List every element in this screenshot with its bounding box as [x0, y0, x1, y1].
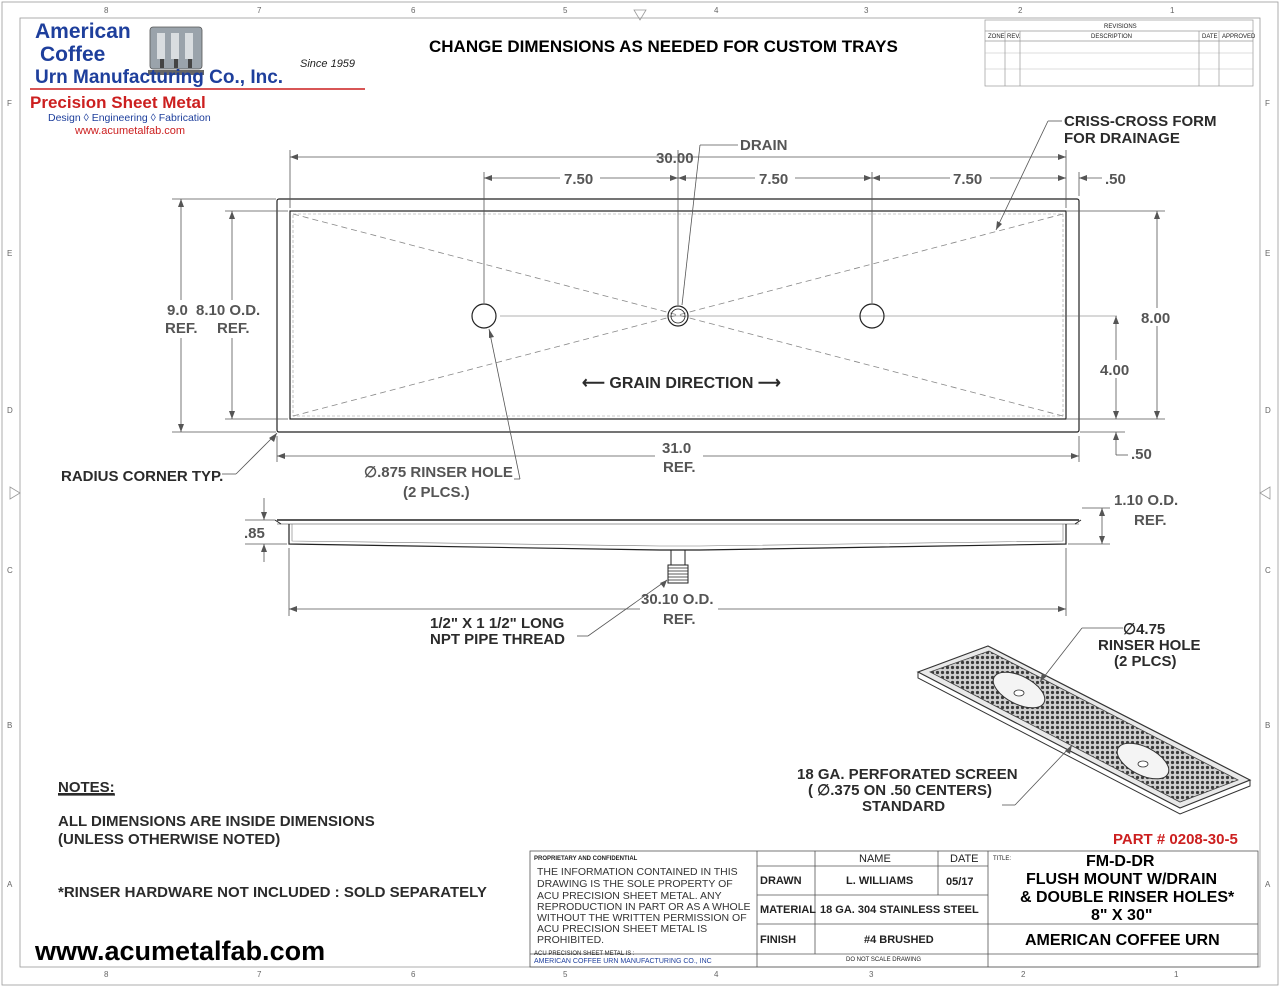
zone-row-label: E — [1265, 249, 1271, 258]
revisions-header: DESCRIPTION — [1091, 34, 1133, 40]
zone-col-label: 8 — [104, 970, 109, 979]
prop-line: PROHIBITED. — [537, 934, 605, 946]
prop-line: DRAWING IS THE SOLE PROPERTY OF — [537, 878, 733, 890]
zone-row-label: D — [1265, 406, 1271, 415]
zone-row-label: F — [7, 99, 12, 108]
zone-col-label: 1 — [1170, 6, 1175, 15]
notes-line-1: ALL DIMENSIONS ARE INSIDE DIMENSIONS — [58, 813, 375, 830]
iso-rinser-label-1: ∅4.75 — [1123, 621, 1166, 638]
zone-col-label: 3 — [869, 970, 874, 979]
dim-spacing-2: 7.50 — [759, 171, 789, 188]
revisions-header: DATE — [1202, 34, 1218, 40]
zone-row-label: A — [1265, 880, 1271, 889]
title-label: TITLE: — [993, 856, 1012, 862]
revisions-table — [985, 20, 1256, 86]
dim-od-length: 30.10 O.D. — [641, 591, 714, 608]
zone-row-label: E — [7, 249, 13, 258]
notes-heading: NOTES: — [58, 779, 115, 796]
title-company: AMERICAN COFFEE URN — [1025, 932, 1220, 949]
screen-label-1: 18 GA. PERFORATED SCREEN — [797, 766, 1018, 783]
dim-flange-right: .50 — [1105, 171, 1126, 188]
prop-line: REPRODUCTION IN PART OR AS A WHOLE — [537, 901, 751, 913]
drawn-date: 05/17 — [946, 876, 974, 888]
title-block — [530, 851, 1258, 967]
dim-height-ref-note: REF. — [165, 320, 198, 337]
zone-col-label: 6 — [411, 6, 416, 15]
bottom-zone-labels — [104, 970, 1179, 979]
logo-services: Design ◊ Engineering ◊ Fabrication — [48, 112, 211, 124]
zone-row-label: F — [1265, 99, 1270, 108]
col-date: DATE — [950, 853, 979, 865]
finish-value: #4 BRUSHED — [864, 934, 934, 946]
col-name: NAME — [859, 853, 891, 865]
center-mark-top — [634, 10, 646, 20]
grain-direction: ⟵ GRAIN DIRECTION ⟶ — [582, 375, 781, 392]
isometric-view — [797, 621, 1250, 815]
screen-label-3: STANDARD — [862, 798, 946, 815]
zone-col-label: 3 — [864, 6, 869, 15]
zone-col-label: 8 — [104, 6, 109, 15]
dim-spacing-1: 7.50 — [564, 171, 594, 188]
zone-row-label: B — [1265, 721, 1271, 730]
dim-od-depth: 1.10 O.D. — [1114, 492, 1179, 509]
zone-col-label: 2 — [1018, 6, 1023, 15]
prop-heading: PROPRIETARY AND CONFIDENTIAL — [534, 856, 638, 862]
zone-col-label: 7 — [257, 6, 262, 15]
screen-label-2: ( ∅.375 ON .50 CENTERS) — [808, 782, 992, 799]
revisions-header: REV. — [1007, 34, 1021, 40]
dim-overall-ref: 31.0 — [662, 440, 692, 457]
zone-row-label: D — [7, 406, 13, 415]
acu-line: ACU PRECISION SHEET METAL IS : — [534, 951, 635, 957]
row-zone-labels — [7, 99, 1271, 889]
acu-company: AMERICAN COFFEE URN MANUFACTURING CO., INC — [534, 958, 712, 965]
company-logo — [30, 20, 365, 137]
rinser-hole-label-2: (2 PLCS.) — [403, 484, 470, 501]
zone-col-label: 1 — [1174, 970, 1179, 979]
prop-line: THE INFORMATION CONTAINED IN THIS — [537, 866, 738, 878]
dim-overall-length: 30.00 — [656, 150, 694, 167]
notes-line-3: *RINSER HARDWARE NOT INCLUDED : SOLD SEPARATELY — [58, 884, 487, 901]
prop-line: WITHOUT THE WRITTEN PERMISSION OF — [537, 912, 747, 924]
notes-section — [58, 779, 487, 901]
npt-pipe-thread — [668, 550, 688, 583]
dim-spacing-3: 7.50 — [953, 171, 983, 188]
side-view — [244, 492, 1178, 648]
iso-rinser-label-3: (2 PLCS) — [1114, 653, 1177, 670]
pipe-label-2: NPT PIPE THREAD — [430, 631, 566, 648]
prop-line: ACU PRECISION SHEET METAL IS — [537, 923, 708, 935]
dim-od-height: 8.10 O.D. — [196, 302, 261, 319]
drawn-label: DRAWN — [760, 875, 802, 887]
revisions-title: REVISIONS — [1104, 24, 1137, 30]
revisions-header: ZONE — [988, 34, 1005, 40]
rinser-hole-left — [472, 304, 496, 328]
notes-line-2: (UNLESS OTHERWISE NOTED) — [58, 831, 281, 848]
center-mark-left — [10, 487, 20, 499]
dim-depth: .85 — [244, 525, 265, 542]
dim-od-length-note: REF. — [663, 611, 696, 628]
zone-col-label: 6 — [411, 970, 416, 979]
title-line-1: FM-D-DR — [1086, 853, 1155, 870]
material-label: MATERIAL — [760, 904, 817, 916]
zone-col-label: 4 — [714, 970, 719, 979]
zone-col-label: 7 — [257, 970, 262, 979]
dim-overall-ref-note: REF. — [663, 459, 696, 476]
zone-col-label: 5 — [563, 970, 568, 979]
logo-website[interactable]: www.acumetalfab.com — [75, 125, 186, 137]
title-line-3: & DOUBLE RINSER HOLES* — [1020, 889, 1235, 906]
top-zone-labels — [104, 6, 1175, 15]
dim-flange-bottom: .50 — [1131, 446, 1152, 463]
dim-half-height: 4.00 — [1100, 362, 1130, 379]
zone-col-label: 5 — [563, 6, 568, 15]
zone-row-label: C — [7, 566, 13, 575]
footer-website[interactable]: www.acumetalfab.com — [35, 936, 326, 966]
dim-height-ref: 9.0 — [167, 302, 188, 319]
criss-cross-label-1: CRISS-CROSS FORM — [1064, 113, 1217, 130]
zone-row-label: C — [1265, 566, 1271, 575]
finish-label: FINISH — [760, 934, 797, 946]
drawn-name: L. WILLIAMS — [846, 875, 914, 887]
rinser-hole-label-1: ∅.875 RINSER HOLE — [364, 464, 513, 481]
logo-line-1: American — [35, 20, 131, 43]
center-mark-right — [1260, 487, 1270, 499]
part-number: PART # 0208-30-5 — [1113, 831, 1238, 848]
drain-label: DRAIN — [740, 137, 788, 154]
title-line-2: FLUSH MOUNT W/DRAIN — [1026, 871, 1218, 888]
iso-rinser-label-2: RINSER HOLE — [1098, 637, 1201, 654]
dim-od-height-note: REF. — [217, 320, 250, 337]
zone-col-label: 2 — [1021, 970, 1026, 979]
logo-since: Since 1959 — [300, 58, 356, 70]
zone-row-label: B — [7, 721, 13, 730]
logo-tagline: Precision Sheet Metal — [30, 93, 206, 112]
prop-line: ACU PRECISION SHEET METAL. ANY — [537, 890, 722, 902]
title-line-4: 8" X 30" — [1091, 907, 1153, 924]
dim-inside-height: 8.00 — [1141, 310, 1171, 327]
logo-line-2: Coffee — [40, 43, 106, 66]
top-view — [61, 113, 1217, 501]
zone-row-label: A — [7, 880, 13, 889]
no-scale-note: DO NOT SCALE DRAWING — [846, 957, 922, 963]
header-title: CHANGE DIMENSIONS AS NEEDED FOR CUSTOM TRAYS — [429, 37, 898, 56]
dim-od-depth-note: REF. — [1134, 512, 1167, 529]
revisions-header: APPROVED — [1222, 34, 1256, 40]
pipe-label-1: 1/2" X 1 1/2" LONG — [430, 615, 565, 632]
radius-corner-label: RADIUS CORNER TYP. — [61, 468, 224, 485]
material-value: 18 GA. 304 STAINLESS STEEL — [820, 904, 979, 916]
zone-col-label: 4 — [714, 6, 719, 15]
logo-line-3: Urn Manufacturing Co., Inc. — [35, 67, 284, 88]
criss-cross-label-2: FOR DRAINAGE — [1064, 130, 1180, 147]
